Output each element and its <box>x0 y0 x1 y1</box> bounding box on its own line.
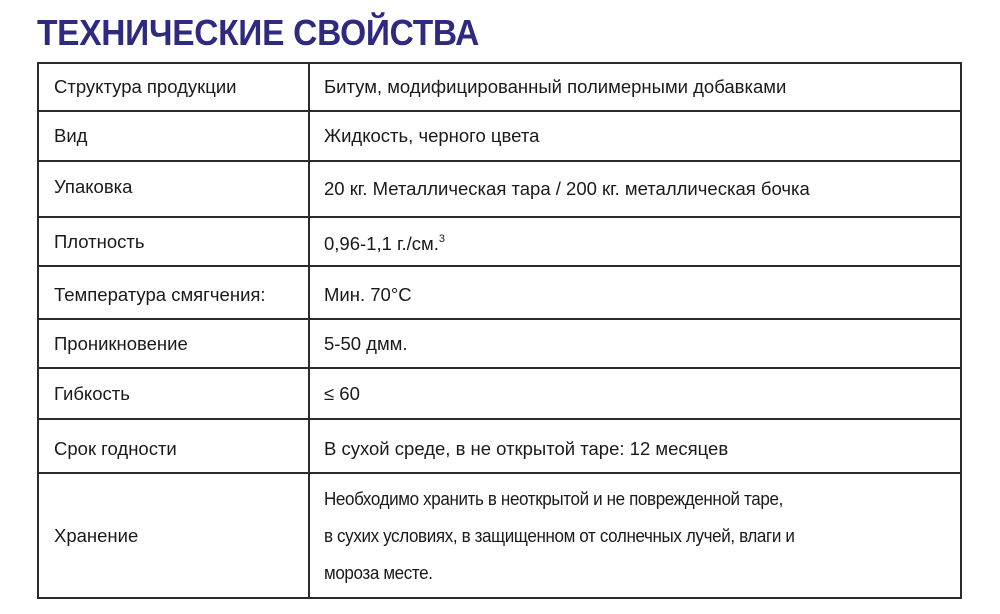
property-name-text: Плотность <box>54 230 145 252</box>
property-value <box>309 368 961 419</box>
property-value-text: В сухой среде, в не открытой таре: 12 месяцев <box>324 438 729 459</box>
property-value <box>309 161 961 217</box>
table-row <box>38 63 961 111</box>
table-row <box>38 217 961 266</box>
property-value <box>309 217 961 266</box>
property-value-text <box>324 233 445 254</box>
storage-line: Необходимо хранить в неоткрытой и не поврежденной таре, <box>324 488 783 509</box>
property-name-text: Гибкость <box>54 382 130 404</box>
property-value <box>309 266 961 319</box>
storage-instructions <box>324 480 960 591</box>
storage-line: мороза месте. <box>324 562 433 583</box>
table-row <box>38 111 961 161</box>
cubic-superscript: 3 <box>438 232 446 245</box>
table-row <box>38 368 961 419</box>
property-value-text: Битум, модифицированный полимерными добавками <box>324 76 787 97</box>
property-name <box>38 319 309 368</box>
property-name <box>38 368 309 419</box>
property-name-text: Хранение <box>54 524 139 546</box>
property-name <box>38 161 309 217</box>
property-name <box>38 473 309 598</box>
property-value-text: 20 кг. Металлическая тара / 200 кг. металлическая бочка <box>324 178 810 199</box>
table-row <box>38 266 961 319</box>
property-name <box>38 63 309 111</box>
page-title: ТЕХНИЧЕСКИЕ СВОЙСТВА <box>37 12 480 53</box>
property-name-text: Срок годности <box>54 438 177 459</box>
property-name-text: Вид <box>54 125 88 146</box>
property-value <box>309 419 961 473</box>
table-row <box>38 319 961 368</box>
property-name-text: Температура смягчения: <box>54 283 266 305</box>
property-name <box>38 217 309 266</box>
property-name <box>38 266 309 319</box>
property-value-text: 5-50 дмм. <box>324 332 408 354</box>
property-value-text: ≤ 60 <box>324 382 360 404</box>
property-name <box>38 419 309 473</box>
property-value <box>309 111 961 161</box>
density-value: 0,96-1,1 г./см. <box>324 232 439 254</box>
storage-line: в сухих условиях, в защищенном от солнечных лучей, влаги и <box>324 525 795 546</box>
property-name-text: Проникновение <box>54 332 188 354</box>
property-value-text: Мин. 70°C <box>324 283 412 305</box>
property-value <box>309 63 961 111</box>
property-value <box>309 473 961 598</box>
table-row <box>38 419 961 473</box>
property-value-text: Жидкость, черного цвета <box>324 125 540 146</box>
property-name <box>38 111 309 161</box>
table-row <box>38 161 961 217</box>
property-name-text: Структура продукции <box>54 76 237 97</box>
property-name-text: Упаковка <box>54 176 133 197</box>
property-value <box>309 319 961 368</box>
technical-properties-table <box>37 62 962 599</box>
table-row <box>38 473 961 598</box>
